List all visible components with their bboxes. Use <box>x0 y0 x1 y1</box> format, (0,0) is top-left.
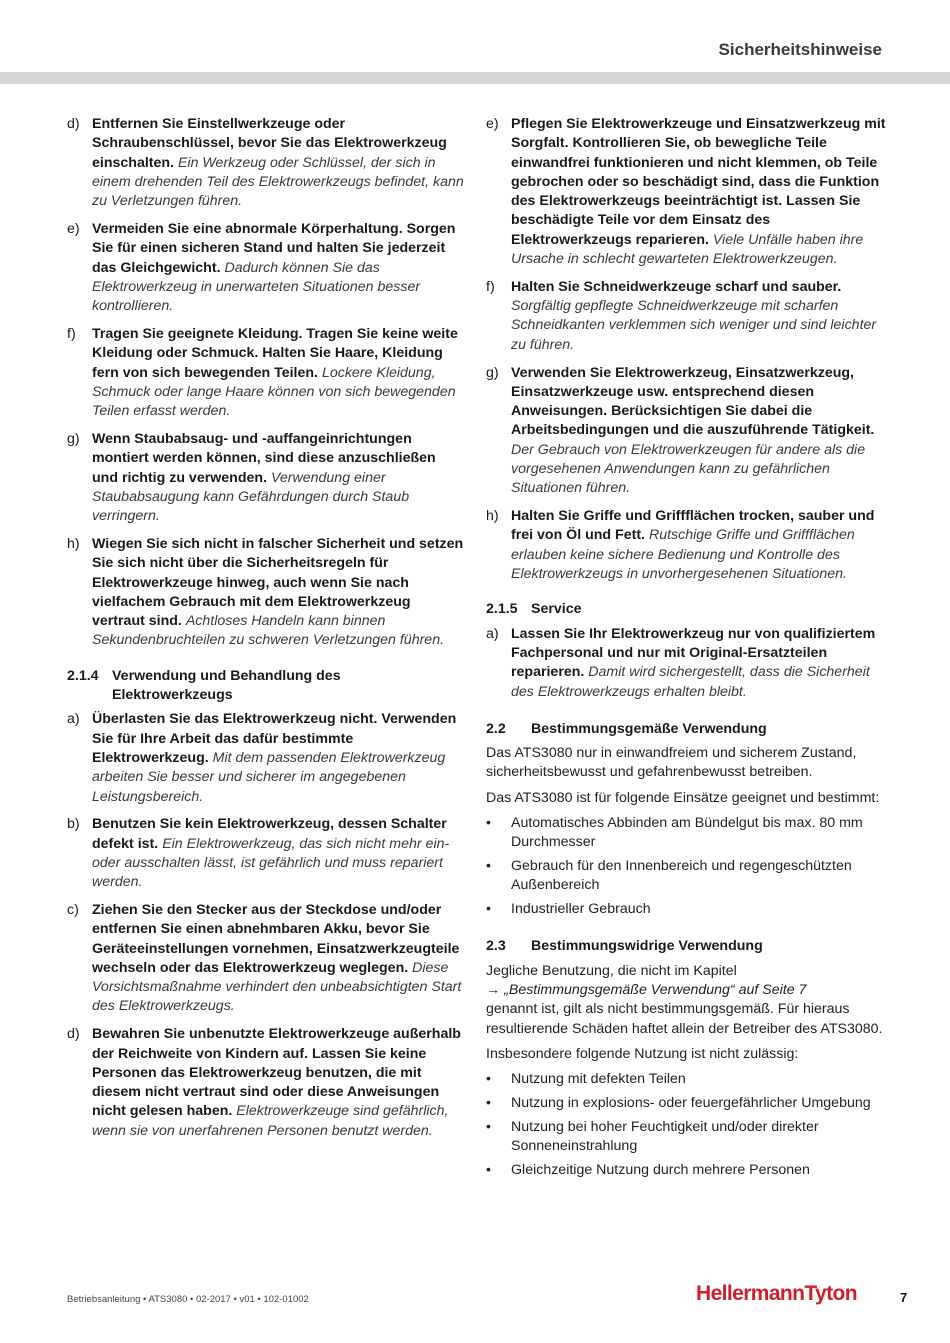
bullet-text: Gleichzeitige Nutzung durch mehrere Personen <box>511 1161 810 1178</box>
cross-reference-link[interactable]: → „Bestimmungsgemäße Verwendung“ auf Seite 7 <box>486 982 807 999</box>
section-number: 2.1.5 <box>486 601 518 618</box>
right-items-1 <box>486 115 886 584</box>
bullet-text: Gebrauch für den Innenbereich und regengeschützten Außenbereich <box>511 858 852 894</box>
item-letter: e) <box>67 220 80 237</box>
item-note: Damit wird sichergestellt, dass die Sicherheit des Elektrowerkzeugs erhalten bleibt. <box>511 664 870 700</box>
item-note: Verwendung einer Staubabsaugung kann Gefährdungen durch Staub verringern. <box>92 469 410 525</box>
item-note: Elektrowerkzeuge sind gefährlich, wenn sie von unerfahrenen Personen benutzt werden. <box>92 1103 449 1139</box>
list-item <box>67 1025 465 1141</box>
bullet-icon: • <box>486 901 491 918</box>
list-item <box>486 1094 886 1113</box>
section-title: Service <box>531 601 582 618</box>
item-note: Ein Werkzeug oder Schlüssel, der sich in einem drehenden Teil des Elektrowerkzeugs befindet, kann zu Verletzungen führen. <box>92 154 464 210</box>
item-note: Mit dem passenden Elektrowerkzeug arbeiten Sie besser und sicherer im angegebenen Leistungsbereich. <box>92 749 446 805</box>
header-bar <box>0 72 950 84</box>
bullet-list <box>486 1070 886 1180</box>
list-item <box>486 900 886 919</box>
item-letter: b) <box>67 816 80 833</box>
item-letter: d) <box>67 1026 80 1043</box>
item-note: Ein Elektrowerkzeug, das sich nicht mehr ein- oder ausschalten lässt, ist gefährlich und muss repariert werden. <box>92 835 450 891</box>
item-note: Achtloses Handeln kann binnen Sekundenbruchteilen zu schweren Verletzungen führen. <box>92 613 445 649</box>
item-letter: h) <box>67 535 80 552</box>
item-note: Viele Unfälle haben ihre Ursache in schlecht gewarteten Elektrowerkzeugen. <box>511 231 864 268</box>
bullet-text: Automatisches Abbinden am Bündelgut bis max. 80 mm Durchmesser <box>511 815 863 851</box>
item-letter: f) <box>486 278 495 295</box>
item-main: Ziehen Sie den Stecker aus der Steckdose und/oder entfernen Sie einen abnehmbaren Akku, bevor Sie Geräteeinstellungen vornehmen, Einsatzwerkzeugteile wechseln oder das Elektrowerkzeug weglegen. <box>92 901 460 976</box>
item-main: Halten Sie Griffe und Griffflächen trocken, sauber und frei von Öl und Fett. <box>511 508 875 544</box>
item-letter: e) <box>486 116 499 132</box>
left-items-1 <box>67 115 465 651</box>
bullet-icon: • <box>486 1118 491 1135</box>
list-item <box>67 325 465 421</box>
item-main: Vermeiden Sie eine abnormale Körperhaltung. Sorgen Sie für einen sicheren Stand und halten Sie jederzeit das Gleichgewicht. <box>92 220 456 276</box>
bullet-icon: • <box>486 1095 491 1112</box>
item-main: Verwenden Sie Elektrowerkzeug, Einsatzwerkzeug, Einsatzwerkzeuge usw. entsprechend diesen Anweisungen. Berücksichtigen Sie dabei die Arbeitsbedingungen und die auszuführende Tätigkeit. <box>511 364 875 439</box>
list-item <box>486 1118 886 1157</box>
list-item <box>486 1070 886 1089</box>
right-items-2 <box>486 625 886 702</box>
item-letter: d) <box>67 116 80 132</box>
bullet-icon: • <box>486 858 491 875</box>
paragraph: Insbesondere folgende Nutzung ist nicht zulässig: <box>486 1045 799 1062</box>
section-heading-2-1-4 <box>67 667 465 706</box>
right-column <box>486 115 886 1185</box>
list-item <box>486 857 886 896</box>
item-letter: g) <box>486 364 499 381</box>
paragraph: Das ATS3080 ist für folgende Einsätze geeignet und bestimmt: <box>486 789 880 806</box>
list-item <box>67 815 465 892</box>
list-item <box>67 220 465 316</box>
item-note: Dadurch können Sie das Elektrowerkzeug in unerwarteten Situationen besser kontrollieren. <box>92 259 421 315</box>
list-item <box>486 625 886 702</box>
list-item <box>486 814 886 853</box>
list-item <box>67 535 465 651</box>
left-column <box>67 115 465 1150</box>
paragraph-text: Jegliche Benutzung, die nicht im Kapitel <box>486 962 737 979</box>
section-number: 2.1.4 <box>67 667 99 684</box>
paragraph: Das ATS3080 nur in einwandfreiem und sicherem Zustand, sicherheitsbewusst und gefahrenbewusst betreiben. <box>486 745 857 781</box>
item-main: Lassen Sie Ihr Elektrowerkzeug nur von qualifiziertem Fachpersonal und nur mit Original-Ersatzteilen reparieren. <box>511 625 876 681</box>
page-number: 7 <box>900 1290 908 1305</box>
list-item <box>67 430 465 526</box>
item-note: Der Gebrauch von Elektrowerkzeugen für andere als die vorgesehenen Anwendungen kann zu gefährlichen Situationen führen. <box>511 441 866 497</box>
bullet-text: Nutzung mit defekten Teilen <box>511 1071 686 1088</box>
item-letter: h) <box>486 508 499 525</box>
item-main: Überlasten Sie das Elektrowerkzeug nicht. Verwenden Sie für Ihre Arbeit das dafür bestimmte Elektrowerkzeug. <box>92 711 457 766</box>
item-main: Benutzen Sie kein Elektrowerkzeug, dessen Schalter defekt ist. <box>92 816 447 852</box>
section-title: Bestimmungswidrige Verwendung <box>531 938 763 955</box>
paragraph-text: genannt ist, gilt als nicht bestimmungsgemäß. Für hieraus resultierende Schäden haftet allein der Betreiber des ATS3080. <box>486 1001 883 1037</box>
section-number: 2.3 <box>486 938 506 955</box>
page-header-title: Sicherheitshinweise <box>718 40 882 59</box>
list-item <box>486 1161 886 1180</box>
list-item <box>486 364 886 499</box>
section-heading-2-3 <box>486 937 886 956</box>
item-main: Wenn Staubabsaug- und -auffangeinrichtungen montiert werden können, sind diese anzuschließen und richtig zu verwenden. <box>92 430 436 486</box>
item-main: Pflegen Sie Elektrowerkzeuge und Einsatzwerkzeug mit Sorgfalt. Kontrollieren Sie, ob bewegliche Teile einwandfrei funktionieren und nicht klemmen, ob Teile gebrochen oder so beschädigt sind, dass die Funktion des Elektrowerkzeugs beeinträchtigt ist. Lassen Sie beschädigte Teile vor dem Einsatz des Elektrowerkzeugs reparieren. <box>511 116 886 248</box>
item-main: Wiegen Sie sich nicht in falscher Sicherheit und setzen Sie sich nicht über die Sicherheitsregeln für Elektrowerkzeuge hinweg, auch wenn Sie nach vielfachem Gebrauch mit dem Elektrowerkzeug vertraut sind. <box>92 535 464 630</box>
list-item <box>486 278 886 355</box>
item-main: Bewahren Sie unbenutzte Elektrowerkzeuge außerhalb der Reichweite von Kindern auf. Lassen Sie keine Personen das Elektrowerkzeug benutzen, die mit diesem nicht vertraut sind oder diese Anweisungen nicht gelesen haben. <box>92 1026 461 1120</box>
section-title: Verwendung und Behandlung des Elektrowerkzeugs <box>112 667 341 704</box>
item-note: Sorgfältig gepflegte Schneidwerkzeuge mit scharfen Schneidkanten verklemmen sich weniger und sind leichter zu führen. <box>511 298 877 353</box>
item-note: Rutschige Griffe und Griffflächen erlauben keine sichere Bedienung und Kontrolle des Elektrowerkzeugs in unvorhergesehenen Situationen. <box>511 527 855 583</box>
bullet-text: Industrieller Gebrauch <box>511 901 651 918</box>
left-items-2 <box>67 710 465 1141</box>
item-letter: f) <box>67 325 76 342</box>
item-main: Entfernen Sie Einstellwerkzeuge oder Schraubenschlüssel, bevor Sie das Elektrowerkzeug einschalten. <box>92 116 447 171</box>
section-heading-2-1-5 <box>486 600 886 619</box>
bullet-icon: • <box>486 815 491 831</box>
list-item <box>67 115 465 211</box>
item-letter: c) <box>67 901 79 918</box>
bullet-icon: • <box>486 1161 491 1178</box>
list-item <box>486 115 886 269</box>
bullet-text: Nutzung in explosions- oder feuergefährlicher Umgebung <box>511 1095 871 1112</box>
footer-doc-info: Betriebsanleitung • ATS3080 • 02-2017 • v01 • 102-01002 <box>67 1294 309 1305</box>
item-note: Lockere Kleidung, Schmuck oder lange Haare können von sich bewegenden Teilen erfasst werden. <box>92 364 456 420</box>
section-heading-2-2 <box>486 720 886 739</box>
list-item <box>486 507 886 584</box>
item-letter: a) <box>67 711 80 728</box>
item-main: Halten Sie Schneidwerkzeuge scharf und sauber. <box>511 278 842 295</box>
item-main: Tragen Sie geeignete Kleidung. Tragen Sie keine weite Kleidung oder Schmuck. Halten Sie Haare, Kleidung fern von sich bewegenden Teilen. <box>92 325 458 381</box>
item-letter: g) <box>67 430 80 447</box>
paragraph <box>486 962 886 1039</box>
bullet-icon: • <box>486 1071 491 1088</box>
item-note: Diese Vorsichtsmaßnahme verhindert den unbeabsichtigten Start des Elektrowerkzeugs. <box>92 959 462 1015</box>
bullet-list <box>486 814 886 919</box>
bullet-text: Nutzung bei hoher Feuchtigkeit und/oder direkter Sonneneinstrahlung <box>511 1118 819 1155</box>
brand-logo: HellermannTyton <box>696 1282 857 1305</box>
section-title: Bestimmungsgemäße Verwendung <box>531 720 767 737</box>
list-item <box>67 901 465 1017</box>
item-letter: a) <box>486 625 499 642</box>
section-number: 2.2 <box>486 720 506 737</box>
list-item <box>67 710 465 806</box>
